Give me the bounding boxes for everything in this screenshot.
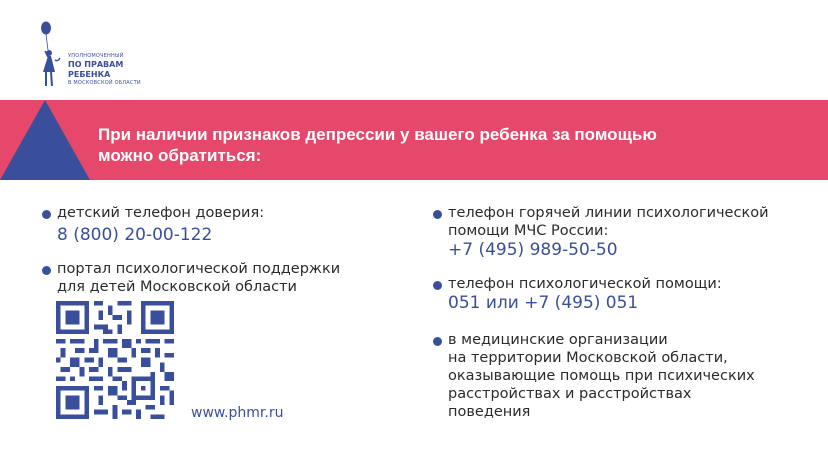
triangle-decoration	[0, 100, 90, 180]
bullet-icon	[42, 210, 51, 219]
hotline-label: детский телефон доверия:	[57, 205, 265, 221]
bullet-icon	[433, 210, 442, 219]
portal-line-1: портал психологической поддержки	[57, 261, 341, 277]
medical-line-5: поведения	[448, 404, 531, 420]
psy-label: телефон психологической помощи:	[448, 276, 722, 292]
hotline-item	[42, 204, 264, 246]
portal-line-2: для детей Московской области	[57, 279, 297, 295]
mchs-item	[433, 204, 769, 261]
medical-line-4: расстройствах и расстройствах	[448, 386, 692, 402]
bullet-icon	[42, 266, 51, 275]
medical-line-2: на территории Московской области,	[448, 350, 728, 366]
bullet-icon	[433, 337, 442, 346]
girl-with-balloon-icon	[34, 20, 64, 88]
medical-line-1: в медицинские организации	[448, 332, 668, 348]
logo-text	[68, 53, 141, 87]
mchs-line-1: телефон горячей линии психологической	[448, 205, 769, 221]
qr-code[interactable]	[54, 301, 176, 419]
bullet-icon	[433, 281, 442, 290]
medical-line-3: оказывающие помощь при психических	[448, 368, 755, 384]
portal-item	[42, 260, 340, 296]
website-link[interactable]: www.phmr.ru	[191, 405, 284, 421]
logo-line-3: РЕБЕНКА	[68, 70, 111, 79]
hotline-phone[interactable]: 8 (800) 20-00-122	[57, 225, 213, 245]
psy-item	[433, 275, 722, 314]
ombudsman-logo	[34, 20, 144, 90]
headline-line-1: При наличии признаков депрессии у вашего ребенка за помощью	[98, 125, 657, 144]
logo-line-1: УПОЛНОМОЧЕННЫЙ	[68, 53, 124, 59]
headline-line-2: можно обратиться:	[98, 146, 262, 165]
medical-item	[433, 331, 755, 421]
logo-line-2: ПО ПРАВАМ	[68, 60, 124, 69]
mchs-line-2: помощи МЧС России:	[448, 223, 609, 239]
headline	[98, 124, 798, 166]
mchs-phone[interactable]: +7 (495) 989-50-50	[448, 240, 618, 260]
logo-line-4: В МОСКОВСКОЙ ОБЛАСТИ	[68, 80, 141, 86]
psy-phone[interactable]: 051 или +7 (495) 051	[448, 293, 639, 313]
